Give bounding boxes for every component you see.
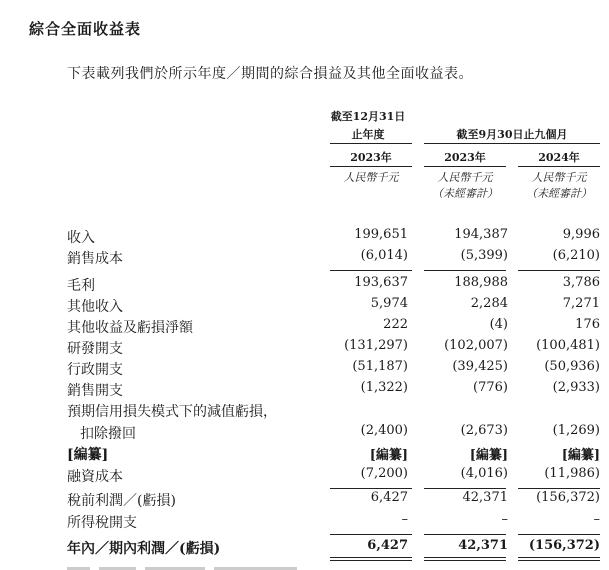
row-value-2023-fy: (131,297) (344, 338, 408, 353)
table-row-selling-expenses (0, 380, 609, 402)
table-row-admin-expenses (0, 359, 609, 381)
col1-unit: 人民幣千元 (343, 171, 399, 184)
row-value-2023-fy: 199,651 (354, 227, 408, 242)
row-value-2023-9m: – (501, 512, 508, 527)
row-value-2023-9m: 42,371 (458, 538, 508, 553)
total-double-rule-2-col2 (424, 560, 506, 561)
year-rule-col2 (424, 166, 506, 167)
table-row-rnd-expenses (0, 338, 609, 360)
subtotal-rule-col3 (518, 270, 600, 271)
row-label: 研發開支 (67, 341, 123, 357)
row-label: 所得稅開支 (67, 515, 137, 531)
row-value-2023-fy: 222 (383, 317, 408, 332)
row-value-2023-9m: 2,284 (470, 296, 508, 311)
row-value-2023-9m: (102,007) (444, 338, 508, 353)
row-value-2023-fy: 5,974 (370, 296, 408, 311)
pretax-rule-col3 (518, 488, 600, 489)
col3-unit: 人民幣千元 (531, 171, 587, 184)
row-value-2024-9m: (100,481) (536, 338, 600, 353)
row-value-2023-9m: (4,016) (460, 466, 508, 481)
total-double-rule-1-col1 (330, 557, 412, 558)
row-value-2023-9m: 42,371 (462, 490, 508, 505)
row-value-2023-fy: (51,187) (352, 359, 408, 374)
row-label: 扣除撥回 (80, 426, 136, 442)
total-rule-top-col1 (330, 534, 412, 535)
row-value-2023-fy: (6,014) (360, 248, 408, 263)
row-label: [編纂] (67, 447, 109, 463)
row-label: 年內／期內利潤／(虧損) (67, 541, 221, 557)
col2-year: 2023年 (444, 151, 486, 164)
total-rule-top-col2 (424, 534, 506, 535)
col-group1-line1: 截至12月31日 (330, 110, 406, 123)
row-label: 銷售成本 (67, 251, 123, 267)
row-value-2023-9m: 194,387 (454, 227, 508, 242)
table-row-finance-costs (0, 466, 609, 488)
total-double-rule-1-col2 (424, 557, 506, 558)
col2-note: （未經審計） (432, 187, 498, 200)
row-value-2023-fy: [編纂] (369, 448, 408, 463)
row-value-2023-fy: – (401, 512, 408, 527)
row-value-2023-9m: (4) (489, 317, 508, 332)
row-value-2024-9m: 176 (575, 317, 600, 332)
pretax-rule-col2 (424, 488, 506, 489)
total-double-rule-1-col3 (518, 557, 600, 558)
row-value-2023-9m: (776) (473, 380, 508, 395)
table-row-gross-profit (0, 275, 609, 297)
row-value-2024-9m: (50,936) (544, 359, 600, 374)
table-row-impairment-heading (0, 401, 609, 423)
col-group2-header: 截至9月30日止九個月 (456, 128, 568, 141)
row-value-2024-9m: – (593, 512, 600, 527)
row-label: 行政開支 (67, 362, 123, 378)
table-row-other-gains-losses (0, 317, 609, 339)
row-value-2024-9m: (2,933) (552, 380, 600, 395)
year-rule-col1 (330, 166, 412, 167)
row-label: 融資成本 (67, 469, 123, 485)
row-value-2023-9m: [編纂] (469, 448, 508, 463)
col2-unit: 人民幣千元 (437, 171, 493, 184)
row-value-2023-9m: (5,399) (460, 248, 508, 263)
header-rule-group1 (330, 143, 412, 144)
table-row-other-income (0, 296, 609, 318)
row-value-2024-9m: 7,271 (562, 296, 600, 311)
table-row-income-tax (0, 512, 609, 534)
row-value-2023-fy: 6,427 (367, 538, 408, 553)
subtotal-rule-col2 (424, 270, 506, 271)
row-label: 銷售開支 (67, 383, 123, 399)
table-row-net-of-reversal (0, 423, 609, 445)
total-rule-top-col3 (518, 534, 600, 535)
table-row-revenue (0, 227, 609, 249)
row-value-2024-9m: (11,986) (544, 466, 600, 481)
col3-year: 2024年 (538, 151, 580, 164)
col-group1-line2: 止年度 (351, 128, 385, 141)
row-label: 預期信用損失模式下的減值虧損， (67, 404, 277, 420)
total-double-rule-2-col3 (518, 560, 600, 561)
intro-text: 下表載列我們於所示年度／期間的綜合損益及其他全面收益表。 (67, 66, 473, 82)
col3-note: （未經審計） (526, 187, 592, 200)
header-rule-group2 (424, 143, 600, 144)
table-row-profit-before-tax (0, 490, 609, 512)
row-value-2023-fy: (1,322) (360, 380, 408, 395)
row-label: 毛利 (67, 278, 95, 294)
row-value-2023-fy: 193,637 (354, 275, 408, 290)
row-value-2024-9m: [編纂] (561, 448, 600, 463)
row-value-2024-9m: 3,786 (562, 275, 600, 290)
row-value-2023-9m: 188,988 (454, 275, 508, 290)
table-row-cost-of-sales (0, 248, 609, 270)
row-value-2023-fy: (7,200) (360, 466, 408, 481)
row-value-2023-fy: 6,427 (370, 490, 408, 505)
table-row-redacted (0, 444, 609, 466)
total-double-rule-2-col1 (330, 560, 412, 561)
row-label: 收入 (67, 230, 95, 246)
row-value-2024-9m: (156,372) (536, 490, 600, 505)
section-title: 綜合全面收益表 (29, 20, 142, 38)
row-label: 稅前利潤／(虧損) (67, 493, 176, 509)
row-value-2023-9m: (2,673) (460, 423, 508, 438)
col1-year: 2023年 (350, 151, 392, 164)
subtotal-rule-col1 (330, 270, 412, 271)
row-value-2024-9m: (156,372) (528, 538, 600, 553)
row-label: 其他收入 (67, 299, 123, 315)
row-label: 其他收益及虧損淨額 (67, 320, 193, 336)
row-value-2023-fy: (2,400) (360, 423, 408, 438)
row-value-2024-9m: (6,210) (552, 248, 600, 263)
row-value-2023-9m: (39,425) (452, 359, 508, 374)
row-value-2024-9m: 9,996 (562, 227, 600, 242)
pretax-rule-col1 (330, 488, 412, 489)
row-value-2024-9m: (1,269) (552, 423, 600, 438)
year-rule-col3 (518, 166, 600, 167)
